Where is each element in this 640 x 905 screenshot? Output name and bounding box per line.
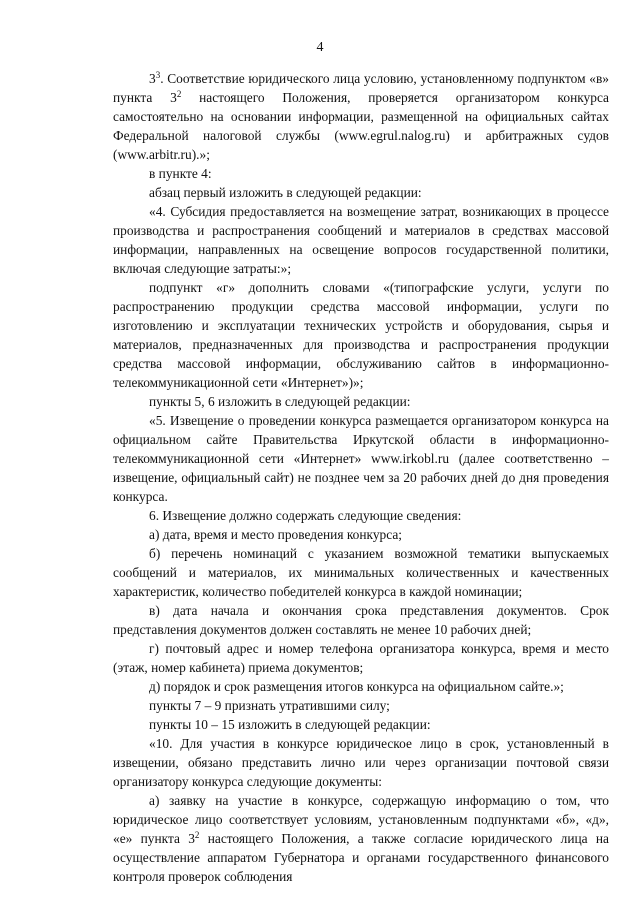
paragraph-items-7-9: пункты 7 – 9 признать утратившими силу; xyxy=(149,698,390,713)
paragraph-4: «4. Субсидия предоставляется на возмещение затрат, возникающих в процессе производства и распространения сообщений и материалов в средствах массовой информации, направленных на освещение вопросов государственной политики, включая следующие затраты:»; xyxy=(113,204,609,276)
paragraph-subitem-g: подпункт «г» дополнить словами «(типографские услуги, услуги по распространению продукции средства массовой информации, услуги по изготовлению и эксплуатации технических устройств и оборудования, сырья и материалов, предназначенных для производства и распространения продукции средства массовой информации, обслуживанию сайтов в информационно-телекоммуникационной сети «Интернет»)»; xyxy=(113,280,609,390)
paragraph-6-d: д) порядок и срок размещения итогов конкурса на официальном сайте.»; xyxy=(149,679,564,694)
paragraph-items-10-15: пункты 10 – 15 изложить в следующей редакции: xyxy=(149,717,431,732)
page-number: 4 xyxy=(316,40,324,55)
paragraph-6-b: б) перечень номинаций с указанием возможной тематики выпускаемых сообщений и материалов, их минимальных количественных и качественных характеристик, количество победителей конкурса в каждой номинации; xyxy=(113,546,609,599)
paragraph-5: «5. Извещение о проведении конкурса размещается организатором конкурса на официальном сайте Правительства Иркутской области в информационно-телекоммуникационной сети «Интернет» www.irkobl.ru (далее соответственно – извещение, официальный сайт) не позднее чем за 20 рабочих дней до дня проведения конкурса. xyxy=(113,413,609,504)
paragraph-6-a: а) дата, время и место проведения конкурса; xyxy=(149,527,403,542)
paragraph-10: «10. Для участия в конкурсе юридическое лицо в срок, установленный в извещении, обязано представить лично или через организации почтовой связи организатору конкурса следующие документы: xyxy=(113,736,609,789)
paragraph-6-g: г) почтовый адрес и номер телефона организатора конкурса, время и место (этаж, номер кабинета) приема документов; xyxy=(113,641,609,675)
paragraph-6-v: в) дата начала и окончания срока представления документов. Срок представления документов должен составлять не менее 10 рабочих дней; xyxy=(113,603,609,637)
paragraph-10-a: а) заявку на участие в конкурсе, содержащую информацию о том, что юридическое лицо соответствует условиям, установленным подпунктами «б», «д», «е» пункта $3^2$ настоящего Положения, а также согласие юридического лица на осуществление аппаратом Губернатора и органами государственного финансового контроля проверок соблюдения xyxy=(113,793,610,884)
document-body xyxy=(113,69,609,886)
paragraph-first-abzac: абзац первый изложить в следующей редакции: xyxy=(149,185,422,200)
paragraph-3-3: $3^3$. Соответствие юридического лица условию, установленному подпунктом «в» пункта $3^2$ настоящего Положения, проверяется организатором конкурса самостоятельно на основании информации, размещенной на официальных сайтах Федеральной налоговой службы (www.egrul.nalog.ru) и арбитражных судов (www.arbitr.ru).»; xyxy=(113,70,609,162)
paragraph-item-4: в пункте 4: xyxy=(149,166,212,181)
paragraph-6: 6. Извещение должно содержать следующие сведения: xyxy=(149,508,462,523)
paragraph-items-5-6: пункты 5, 6 изложить в следующей редакции: xyxy=(149,394,411,409)
